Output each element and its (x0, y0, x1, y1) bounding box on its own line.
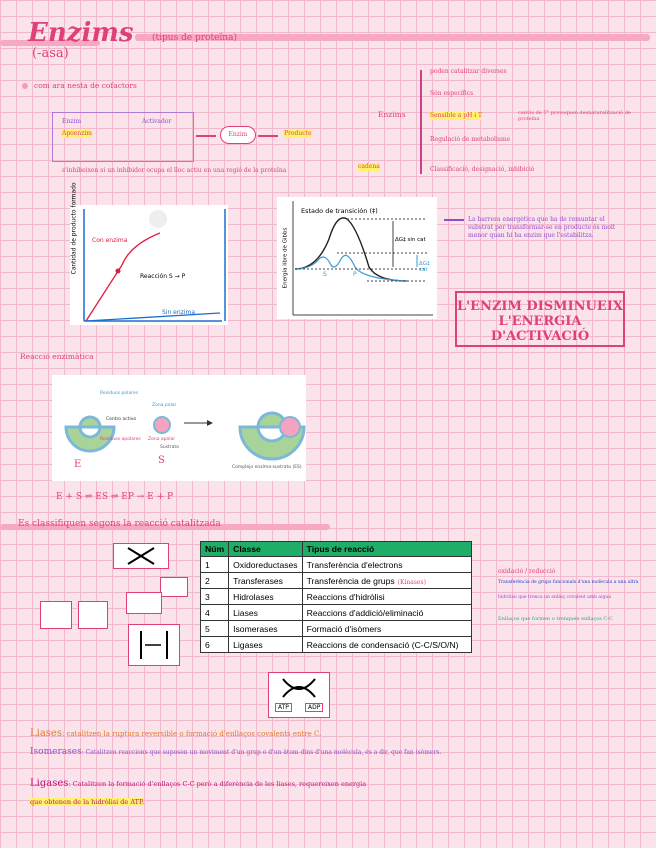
title-suffix: (-asa) (32, 46, 69, 61)
product-formation-graph (70, 182, 228, 325)
diagram-label: Residuos polares (100, 391, 139, 396)
cell: Liases (229, 605, 303, 621)
product-graph-svg (70, 182, 228, 325)
cell: Isomerases (229, 621, 303, 637)
page-subtitle: (tipus de proteïna) (152, 33, 237, 43)
table-row (201, 637, 472, 653)
intro-bullet: com ara nesta de cofactors (34, 81, 137, 90)
table-row (201, 557, 472, 573)
cell: 6 (201, 637, 229, 653)
table-row (201, 573, 472, 589)
intro-note: s'inhibeixen si un inhibidor ocupa el lloc actiu en una regió de la proteïna (62, 167, 287, 174)
cofactor-label-1: Enzim (62, 118, 82, 125)
cell: 2 (201, 573, 229, 589)
cell: Reaccions d'addició/eliminació (302, 605, 471, 621)
property-note: canvis de T° provoquen desnaturalització de proteïna (518, 110, 631, 122)
bound-substrate-shape (280, 417, 300, 437)
without-enzyme-label: Sin enzima (162, 309, 196, 316)
ligases-label: Ligases (30, 778, 69, 789)
cell: Transferència d'electrons (302, 557, 471, 573)
lyase-icon-a (40, 601, 72, 629)
cell: 5 (201, 621, 229, 637)
ligases-text: Catalitzen la formació d'enllaços C-C però a diferència de les liases, requereixen energia (72, 780, 367, 788)
substrate-shape (154, 417, 170, 433)
enzyme-oval: Enzim (220, 126, 256, 144)
table-row (201, 605, 472, 621)
cell: 4 (201, 605, 229, 621)
graph2-title: Estado de transición (‡) (301, 207, 378, 215)
isomerases-text: Catalitzen reaccions que suposen un moviment d'un grup o d'un àtom dins d'una molècula, és a dir, que fan isòmers. (85, 749, 442, 756)
properties-label: Enzims (378, 110, 406, 119)
curve-point (116, 269, 121, 274)
bullet-dot (22, 83, 28, 89)
property-item: Regulació de metabolisme (430, 136, 511, 143)
photo-blur-spot (149, 210, 167, 228)
substrate-letter: S (158, 455, 165, 466)
table-note: hidròlisi que trenca un enllaç covalent amb aigua (498, 595, 612, 600)
cell: Reaccions d'hidròlisi (302, 589, 471, 605)
cell: Oxidoreductases (229, 557, 303, 573)
arrow-line-1 (196, 135, 216, 137)
stamp-line-2: L'ENERGIA D'ACTIVACIÓ (490, 314, 590, 344)
cell: Transferases (229, 573, 303, 589)
liases-label: Liases (30, 728, 62, 739)
dg-cat-label: ΔG‡ cat (419, 261, 430, 273)
cell (302, 573, 471, 589)
enzyme-class-table (200, 541, 472, 653)
property-item: poden catalitzar diverses (430, 68, 507, 75)
diagram-label: Zona apolar (148, 437, 176, 442)
col-header: Classe (229, 542, 303, 557)
table-row (201, 621, 472, 637)
property-item: Sensible a pH i T (430, 112, 483, 119)
hydrolase-icon (126, 592, 162, 614)
table-header-row (201, 542, 472, 557)
substrate-label: S (323, 271, 327, 278)
without-enzyme-curve (86, 313, 220, 321)
diagram-label: Centro activo (106, 417, 137, 422)
enzyme-shape (66, 417, 114, 451)
table-note: Transferència de grups funcionals d'una molècula a una altra (498, 580, 639, 585)
liases-text: catalitzen la ruptura reversible o formació d'enllaços covalents entre C. (66, 730, 322, 738)
catalyzed-curve (295, 255, 407, 281)
enzyme-letter: E (74, 459, 82, 470)
footer-isomerases: Isomerases: Catalitzen reaccions que suposen un moviment d'un grup o d'un àtom dins d'una molècula, és a dir, que fan isòmers. (30, 747, 442, 757)
graph2-ylabel: Energía libre de Gibbs (282, 227, 289, 289)
property-item: Són específics (430, 90, 474, 97)
intro-tag: cadena (358, 163, 380, 170)
ligase-icon (268, 672, 330, 718)
col-header: Núm (201, 542, 229, 557)
arrow-line-2 (258, 135, 278, 137)
reaction-label: Reacción S → P (140, 273, 186, 280)
table-note: Enllaços que formen o trenquen enllaços C-C (498, 616, 613, 622)
kinases-note: (Kinases) (397, 578, 426, 586)
section2-title: Reacció enzimàtica (20, 352, 94, 361)
energy-graph-svg (277, 197, 437, 319)
atp-label: ATP (275, 703, 292, 712)
cell: Formació d'isòmers (302, 621, 471, 637)
cofactor-label-2: Activador (142, 118, 172, 125)
dg-label: ΔG‡ sin cat (395, 237, 426, 243)
diagram-label: Sustrato (160, 445, 179, 450)
cell: Reaccions de condensació (C-C/S/O/N) (302, 637, 471, 653)
adp-label: ADP (305, 703, 323, 712)
diagram-label: Zona polar (152, 403, 177, 408)
diagram-label: Complejo enzima-sustrato (ES) (232, 465, 302, 470)
diagram-label: Residuos apolares (100, 437, 141, 442)
enzyme-reaction-diagram (52, 375, 306, 481)
transferase-icon (160, 577, 188, 597)
footer-ligases: Ligases: Catalitzen la formació d'enllaços C-C però a diferència de les liases, requereixen energia (30, 778, 367, 789)
isomerase-icon (128, 624, 180, 666)
side-arrow (444, 219, 464, 221)
ligases-text-2: que obtenen de la hidròlisi de ATP. (30, 798, 145, 806)
table-row (201, 589, 472, 605)
side-note: La barrera energètica que ha de remuntar el substrat per transformar-se en producte és molt menor quan hi ha enzim que l'estabilitza. (468, 216, 616, 239)
lyase-icon-b (78, 601, 108, 629)
table-note: oxidació / reducció (498, 568, 556, 575)
isomerases-label: Isomerases (30, 747, 82, 757)
product-label: Producte (284, 130, 312, 137)
with-enzyme-label: Con enzima (92, 237, 128, 244)
energy-graph (277, 197, 437, 319)
stamp-box (455, 291, 625, 347)
properties-bracket (420, 70, 422, 174)
uncatalyzed-curve (295, 218, 407, 281)
cell: 1 (201, 557, 229, 573)
oxidoreductase-icon (113, 543, 169, 569)
graph1-ylabel: Cantidad de producto formado (70, 182, 78, 275)
cell: 3 (201, 589, 229, 605)
footer-liases: Liases: catalitzen la ruptura reversible o formació d'enllaços covalents entre C. (30, 728, 322, 739)
reaction-equation: E + S ⇌ ES ⇌ EP → E + P (56, 492, 174, 502)
cell: Ligases (229, 637, 303, 653)
col-header: Tipus de reacció (302, 542, 471, 557)
product-label-graph: P (353, 271, 357, 278)
cofactor-label-3: Apoenzim (62, 130, 92, 137)
property-item: Classificació, designació, inhibició (430, 166, 535, 173)
section3-title: Es classifiquen segons la reacció catalitzada (18, 519, 221, 529)
page-title: Enzims (28, 18, 134, 48)
stamp-line-1: L'ENZIM DISMINUEIX (457, 299, 623, 314)
cell-text: Transferència de grups (306, 575, 395, 586)
cell: Hidrolases (229, 589, 303, 605)
